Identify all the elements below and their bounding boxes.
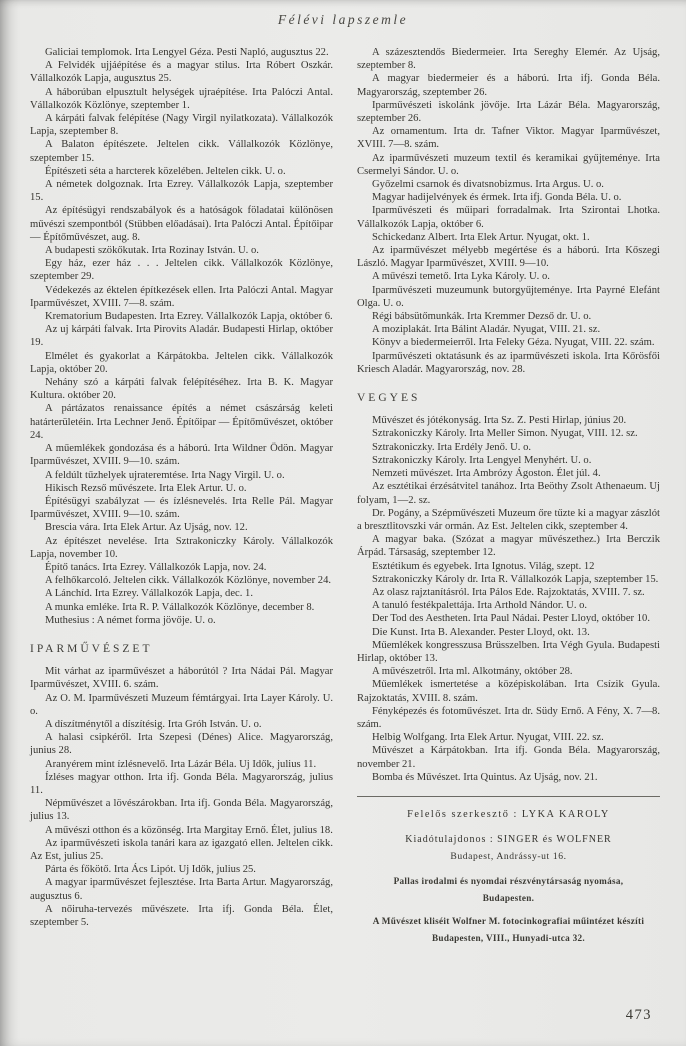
left-column — [30, 46, 333, 949]
vegyes-entry-list — [357, 414, 660, 784]
architecture-entry-list — [30, 46, 333, 627]
section-heading-iparmuveszet: IPARMŰVÉSZET — [30, 642, 153, 655]
journal-entry: Műemlékek ismertetése a középiskolában. Irta Csízik Gyula. Rajzoktatás, XVIII. 8. szám. — [357, 679, 660, 704]
journal-entry: Magyar hadijelvények és érmek. Irta ifj. Gonda Béla. U. o. — [372, 192, 622, 204]
section-heading-vegyes: VEGYES — [357, 392, 421, 405]
journal-entry: A művészi temető. Irta Lyka Károly. U. o. — [372, 271, 550, 283]
journal-entry: A kárpáti falvak felépítése (Nagy Virgil nyilatkozata). Vállalkozók Lapja, szeptember 8. — [30, 113, 333, 138]
journal-entry: Schickedanz Albert. Irta Elek Artur. Nyugat, okt. 1. — [372, 231, 590, 243]
journal-entry: Műemlékek kongresszusa Brüsszelben. Irta Végh Gyula. Budapesti Hirlap, október 13. — [357, 639, 660, 664]
journal-entry: Helbig Wolfgang. Irta Elek Artur. Nyugat, VIII. 22. sz. — [372, 732, 604, 744]
journal-entry: Népművészet a lövészárokban. Irta ifj. Gonda Béla. Magyarország, julius 13. — [30, 798, 333, 823]
journal-entry: Iparművészeti muzeumunk butorgyűjteménye. Irta Payrné Elefánt Olga. U. o. — [357, 284, 660, 309]
journal-entry: A magyar baka. (Szózat a magyar művészethez.) Irta Berczik Árpád. Társaság, szeptember 12. — [357, 534, 660, 559]
journal-entry: Az ornamentum. Irta dr. Tafner Viktor. Magyar Iparművészet, XVIII. 7—8. szám. — [357, 126, 660, 151]
journal-entry: Az iparművészet mélyebb megértése és a háború. Irta Kőszegi László. Magyar Iparművészet, XVIII. 9—10. — [357, 245, 660, 270]
journal-entry: Az építészet nevelése. Irta Sztrakoniczky Károly. Vállalkozók Lapja, november 10. — [30, 535, 333, 560]
journal-entry: Művészet a Kárpátokban. Irta ifj. Gonda Béla. Magyarország, november 21. — [357, 745, 660, 770]
journal-entry: Bomba és Művészet. Irta Quintus. Az Ujság, nov. 21. — [372, 771, 598, 783]
journal-entry: Die Kunst. Irta B. Alexander. Pester Lloyd, okt. 13. — [372, 626, 590, 638]
journal-entry: A Lánchíd. Irta Ezrey. Vállalkozók Lapja, dec. 1. — [45, 588, 253, 600]
journal-entry: Építészeti séta a harcterek közelében. Jeltelen cikk. U. o. — [45, 165, 286, 177]
journal-entry: Brescia vára. Irta Elek Artur. Az Ujság, nov. 12. — [45, 522, 248, 534]
right-column — [357, 46, 660, 949]
imprint-publisher-address: Budapest, Andrássy-ut 16. — [450, 851, 567, 863]
journal-entry: A díszítménytől a díszítésig. Irta Gróh István. U. o. — [45, 718, 262, 730]
journal-entry: Művészet és jótékonyság. Irta Sz. Z. Pesti Hirlap, június 20. — [372, 415, 627, 427]
journal-entry: Az olasz rajztanításról. Irta Pálos Ede. Rajzoktatás, XVIII. 7. sz. — [372, 586, 645, 598]
imprint-block — [357, 796, 660, 945]
journal-entry: Sztrakoniczky Károly. Irta Meller Simon. Nyugat, VIII. 12. sz. — [372, 428, 638, 440]
journal-entry: Aranyérem mint ízlésnevelő. Irta Lázár Béla. Uj Idők, julius 11. — [45, 758, 317, 770]
imprint-printer-line: Pallas irodalmi és nyomdai részvénytársaság nyomása, — [393, 875, 624, 886]
journal-entry: Iparművészeti iskolánk jövője. Irta Lázár Béla. Magyarország, szeptember 26. — [357, 99, 660, 125]
journal-entry: A tanuló festékpalettája. Irta Arthold Nándor. U. o. — [372, 600, 588, 612]
journal-entry: A németek dolgoznak. Irta Ezrey. Vállalkozók Lapja, szeptember 15. — [30, 179, 333, 204]
journal-entry: A művészetről. Irta ml. Alkotmány, október 28. — [372, 666, 573, 678]
imprint-publisher-line: Kiadótulajdonos : SINGER és WOLFNER — [405, 834, 612, 846]
journal-entry: A munka emléke. Irta R. P. Vállalkozók Közlönye, december 8. — [45, 601, 315, 613]
journal-entry: A feldúlt tűzhelyek ujrateremtése. Irta Nagy Virgil. U. o. — [45, 469, 285, 481]
journal-entry: Esztétikum és egyebek. Irta Ignotus. Világ, szept. 12 — [372, 560, 595, 572]
journal-entry: Az esztétikai érzésátvitel tanához. Irta Beöthy Zsolt Athenaeum. Uj folyam, 1—2. sz. — [357, 481, 660, 506]
imprint-cliche-address: Budapesten, VIII., Hunyadi-utca 32. — [431, 933, 586, 944]
journal-entry: Fényképezés és fotoművészet. Irta dr. Südy Ernő. A Fény, X. 7—8. szám. — [357, 705, 660, 730]
journal-entry: Egy ház, ezer ház . . . Jeltelen cikk. Vállalkozók Közlönye, szeptember 29. — [30, 258, 333, 283]
journal-entry: Az O. M. Iparművészeti Muzeum fémtárgyai. Irta Layer Károly. U. o. — [30, 692, 333, 717]
journal-entry: A felhőkarcoló. Jeltelen cikk. Vállalkozók Közlönye, november 24. — [45, 575, 332, 587]
journal-entry: Hikisch Rezső művészete. Irta Elek Artur. U. o. — [45, 482, 247, 494]
journal-entry: Ízléses magyar otthon. Irta ifj. Gonda Béla. Magyarország, julius 11. — [30, 771, 333, 796]
journal-entry: A műemlékek gondozása és a háború. Irta Wildner Ödön. Magyar Iparművészet, XVIII. 9—10. szám. — [30, 443, 333, 468]
journal-entry: A háborúban elpusztult helységek ujraépítése. Irta Palóczi Antal. Vállalkozók Közlönye, szeptember 1. — [30, 86, 333, 111]
journal-entry: Dr. Pogány, a Szépművészeti Muzeum őre tűzte ki a magyar zászlót a bresztlitovszki vár ormán. Az Est. Jeltelen cikk, szeptember 4. — [357, 507, 660, 532]
journal-entry: Iparművészeti és műipari forradalmak. Irta Szirontai Lhotka. Vállalkozók Lapja, október 6. — [357, 205, 660, 230]
journal-entry: Mit várhat az iparművészet a háborútól ? Irta Nádai Pál. Magyar Iparművészet, XVIII. 6. szám. — [30, 666, 333, 691]
page-number: 473 — [625, 1007, 652, 1023]
journal-entry: A százesztendős Biedermeier. Irta Sereghy Elemér. Az Ujság, szeptember 8. — [357, 47, 660, 72]
imprint-cliche-line: A Művészet kliséit Wolfner M. fotocinkografiai műintézet készíti — [372, 915, 645, 926]
journal-entry: Építő tanács. Irta Ezrey. Vállalkozók Lapja, nov. 24. — [45, 561, 267, 573]
journal-entry: Védekezés az éktelen építkezések ellen. Irta Palóczi Antal. Magyar Iparművészet, XVIII. 7—8. szám. — [30, 284, 333, 309]
journal-entry: Győzelmi csarnok és divatsnobizmus. Irta Argus. U. o. — [372, 179, 604, 191]
imprint-printer-city: Budapesten. — [482, 892, 535, 903]
journal-entry: Sztrakoniczky Károly. Irta Lengyel Menyhért. U. o. — [372, 454, 592, 466]
journal-entry: Könyv a biedermeierről. Irta Feleky Géza. Nyugat, VIII. 22. szám. — [372, 337, 655, 349]
journal-entry: Krematorium Budapesten. Irta Ezrey. Vállalkozók Lapja, október 6. — [45, 311, 333, 323]
running-title: Félévi lapszemle — [277, 12, 409, 27]
journal-entry: Az uj kárpáti falvak. Irta Pirovits Aladár. Budapesti Hirlap, október 19. — [30, 324, 333, 349]
journal-entry: Az építésügyi rendszabályok és a hatóságok föladatai különösen művészi szempontból (Stübben előadásai). Irta Palóczi Antal. Építőipar — Építőművészet, aug. 8. — [30, 205, 333, 243]
journal-entry: Sztrakoniczky. Irta Erdély Jenő. U. o. — [372, 441, 532, 453]
journal-entry: A művészi otthon és a közönség. Irta Margitay Ernő. Élet, julius 18. — [45, 824, 333, 836]
journal-entry: Muthesius : A német forma jövője. U. o. — [45, 614, 216, 626]
journal-entry: Sztrakoniczky Károly dr. Irta R. Vállalkozók Lapja, szeptember 15. — [372, 573, 659, 585]
journal-entry: Párta és főkötő. Irta Ács Lipót. Uj Idők, julius 25. — [45, 864, 256, 876]
journal-entry: Az iparművészeti muzeum textil és keramikai gyűjteménye. Irta Csermelyi Sándor. U. o. — [357, 152, 660, 177]
journal-entry: A Balaton építészete. Jeltelen cikk. Vállalkozók Közlönye, szeptember 15. — [30, 139, 333, 164]
journal-entry: A pártázatos renaissance építés a német császárság keleti határterületéin. Irta Lechner Jenő. Építőipar — Építőművészet, október 24. — [30, 403, 333, 441]
journal-entry: Régi bábsütőmunkák. Irta Kremmer Dezső dr. U. o. — [372, 311, 592, 323]
journal-entry: A budapesti szökőkutak. Irta Rozinay István. U. o. — [45, 245, 259, 257]
journal-entry: Der Tod des Aestheten. Irta Paul Nádai. Pester Lloyd, október 10. — [372, 613, 650, 625]
journal-entry: Elmélet és gyakorlat a Kárpátokba. Jeltelen cikk. Vállalkozók Lapja, október 20. — [30, 350, 333, 375]
journal-entry: A nőiruha-tervezés művészete. Irta ifj. Gonda Béla. Élet, szeptember 5. — [30, 903, 333, 928]
imprint-editor-line: Felelős szerkesztő : LYKA KAROLY — [407, 808, 610, 820]
iparmuveszet-continued-entry-list — [357, 46, 660, 376]
journal-entry: A moziplakát. Irta Bálint Aladár. Nyugat, VIII. 21. sz. — [372, 324, 601, 336]
journal-entry: A halasi csipkéről. Irta Szepesi (Dénes) Alice. Magyarország, junius 28. — [30, 732, 333, 757]
journal-entry: Az iparművészeti iskola tanári kara az igazgató ellen. Jeltelen cikk. Az Est, julius 25. — [30, 837, 333, 862]
journal-entry: Nemzeti művészet. Irta Ambrózy Ágoston. Élet júl. 4. — [372, 468, 601, 480]
text-columns — [30, 46, 660, 949]
journal-entry: A magyar biedermeier és a háború. Irta ifj. Gonda Béla. Magyarország, szeptember 26. — [357, 73, 660, 98]
journal-entry: A magyar iparművészet fejlesztése. Irta Barta Artur. Magyarország, augusztus 6. — [30, 877, 333, 902]
journal-entry: Nehány szó a kárpáti falvak felépítéséhez. Irta B. K. Magyar Kultura. október 20. — [30, 377, 333, 402]
journal-entry: Építésügyi szabályzat — és ízlésnevelés. Irta Relle Pál. Magyar Iparművészet, XVIII. 9—10. szám. — [30, 495, 333, 521]
journal-entry: Iparművészeti oktatásunk és az iparművészeti iskola. Irta Kőrösfői Kriesch Aladár. Magyarország, nov. 28. — [357, 350, 660, 375]
journal-entry: Galiciai templomok. Irta Lengyel Géza. Pesti Napló, augusztus 22. — [45, 47, 329, 58]
iparmuveszet-entry-list — [30, 665, 333, 929]
journal-entry: A Felvidék ujjáépítése és a magyar stilus. Irta Róbert Oszkár. Vállalkozók Lapja, augusztus 25. — [30, 60, 333, 85]
